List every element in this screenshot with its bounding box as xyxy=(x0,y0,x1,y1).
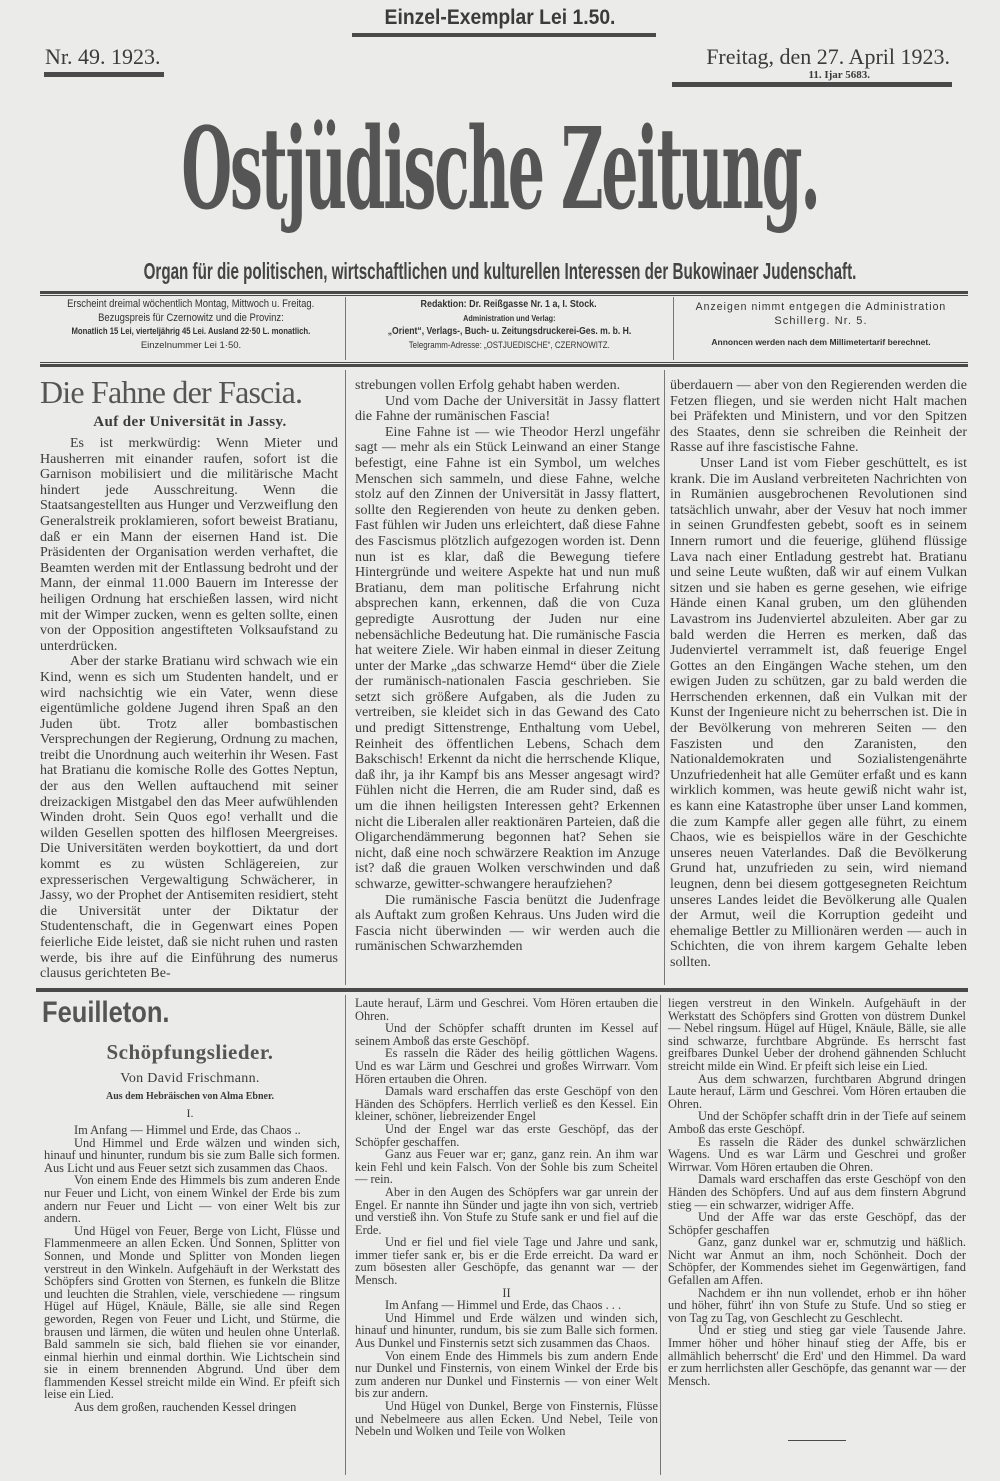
paragraph: Es rasseln die Räder des dunkel schwärzlichen Wagens. Und es war Lärm und Geschrei und großer Wirrwar. Vom Hören ertauben die Ohren. xyxy=(668,1134,966,1174)
info-line: Telegramm-Adresse: „OSTJUEDISCHE“, CZERNOWITZ. xyxy=(408,339,610,350)
date-underline xyxy=(672,82,952,87)
paragraph: Ganz, ganz dunkel war er, schmutzig und häßlich. Nicht war Anmut an ihm, noch Schönheit. Doch der Schöpfer, der Kommendes siehet im Gegenwärtigen, fand Gefallen am Affen. xyxy=(668,1235,966,1288)
paragraph: Damals ward erschaffen das erste Geschöpf von den Händen des Schöpfers. Herrlich verließ es den Kessel. Ein kleiner, schöner, liebreizender Engel xyxy=(355,1084,658,1124)
issue-date: Freitag, den 27. April 1923. xyxy=(706,44,950,69)
column-divider xyxy=(345,995,346,1475)
paragraph: Und Himmel und Erde wälzen und winden sich, hinauf und hinunter, rundum, bis sie zum Balle sich formen. Aus Dunkel und Finsternis setzt sich zusammen das Chaos. xyxy=(355,1310,658,1351)
article-column-2 xyxy=(355,378,660,982)
info-line: Einzelnummer Lei 1·50. xyxy=(140,339,242,351)
paragraph: liegen verstreut in den Winkeln. Aufgehäuft in der Werkstatt des Schöpfers sind Grotten von düstrem Dunkel — Nebel ringsum. Hügel auf Hügel, Knäule, Bälle, sie alle sind schwarze, furchtbare Abgründe. Es herrscht fast greifbares Dunkel Ueber der drohend gähnenden Schlucht streicht milde ein Wind. Er pfeift sich leise ein Lied. xyxy=(668,996,966,1073)
info-line: Administration und Verlag: xyxy=(462,312,556,323)
paragraph: Und Hügel von Feuer, Berge von Licht, Flüsse und Flammenmeere an allen Ecken. Und Sonnen, Splitter von Sonnen, und Monde und Splitter von Monden liegen verstreut in den Winkeln. Aufgehäuft in der Werkstatt des Schöpfers sind Grotten von Sternen, es funkeln die Blitze und leuchten die Strahlen, viele, verschiedene — ringsum Hügel auf Hügel, Knäule, Bälle, sie alle sind Regen geworden, Regen von Feuer und Licht, und Stürme, die brausen und lärmen, die wüten und heulen ohne Unterlaß. Bald sammeln sie sich, bald fliehen sie vor einander, einmal hierhin und einmal dorthin. Wie Lichtschein sind sie in einem brennenden Abgrund. Und über dem flammenden Kessel streicht milde ein Wind. Er pfeift sich leise ein Lied. xyxy=(44,1223,340,1402)
paragraph: Und der Schöpfer schafft drunten im Kessel auf seinem Amboß das erste Geschöpf. xyxy=(355,1021,658,1048)
paragraph: Es ist merkwürdig: Wenn Mieter und Hausherren mit einander raufen, sofort ist die Garnison mobilisiert und die militärische Macht hindert jede Ausschreitung. Wenn die Staatsangestellten aus Hunger und Verzweiflung den Generalstreik proklamieren, sofort beweist Bratianu, daß er ein Mann der eisernen Hand ist. Die Präsidenten der Organisation werden verhaftet, die Beamten werden mit der Entlassung bedroht und der Mann, der einmal 11.000 Bauern im Interesse der heiligen Ordnung hat erschießen lassen, wird nicht mit der Wimper zucken, wenn es gelten sollte, einen von der Opposition angestifteten Volksaufstand zu unterdrücken. xyxy=(40,436,338,654)
paragraph: Und Hügel von Dunkel, Berge von Finsternis, Flüsse und Nebelmeere aus allen Ecken. Und Nebel, Teile von Nebeln und Wolken und Teile von Wolken xyxy=(355,1399,658,1439)
part-one-text xyxy=(355,997,658,1287)
article-subheadline: Auf der Universität in Jassy. xyxy=(93,414,287,430)
paragraph: Ganz aus Feuer war er; ganz, ganz rein. An ihm war kein Fehl und kein Falsch. Von der Sohle bis zum Scheitel — rein. xyxy=(355,1147,658,1187)
end-rule xyxy=(788,1440,846,1441)
part-two-label: II xyxy=(502,1285,511,1300)
info-line: Erscheint dreimal wöchentlich Montag, Mittwoch u. Freitag. xyxy=(67,298,315,310)
feuilleton-column-2 xyxy=(355,997,658,1475)
info-line: Annoncen werden nach dem Millimetertarif berechnet. xyxy=(711,337,931,347)
paragraph: Aber der starke Bratianu wird schwach wie ein Kind, wenn es sich um Studenten handelt, und er wird nachsichtig wie ein Vater, wenn diese eigentümliche goldene Jugend ihren Spaß an den Juden übt. Trotz aller bombastischen Versprechungen der Regierung, Ordnung zu machen, treibt die Unordnung auch weiterhin ihr Wesen. Fast hat Bratianu die komische Rolle des Gottes Neptun, der aus den Wellen auftauchend mit seiner dreizackigen Mistgabel den das Meer aufwühlenden Winden droht. Sein Quos ego! verhallt und die wilden Gesellen spotten des hilflosen Meergreises. Die Universitäten werden boykottiert, da und dort kommt es zu wüsten Schlägereien, zur expresserischen Vergewaltigung Schwächerer, in Jassy, wo der Prophet der Antisemiten residiert, steht die Universität unter der Diktatur der Studentenschaft, die in Gegenwart eines Popen feierliche Eide leistet, daß sie nicht ruhen und rasten werde, bis ihre auf die Einführung des numerus clausus gerichteten Be- xyxy=(40,654,338,982)
paragraph: Und vom Dache der Universität in Jassy flattert die Fahne der rumänischen Fascia! xyxy=(355,393,660,425)
subscription-info xyxy=(42,298,340,360)
column-divider xyxy=(664,370,665,985)
issue-underline xyxy=(44,72,164,77)
column-divider xyxy=(345,370,346,985)
part-two-text xyxy=(355,1299,658,1438)
column-divider xyxy=(660,995,661,1475)
section-rule xyxy=(36,988,968,992)
paragraph: Und der Affe war das erste Geschöpf, das der Schöpfer geschaffen xyxy=(668,1210,966,1237)
info-line: Monatlich 15 Lei, vierteljährig 45 Lei. Ausland 22·50 L. monatlich. xyxy=(71,326,311,336)
paragraph: Aus dem großen, rauchenden Kessel dringen xyxy=(74,1400,297,1415)
info-line: Schillerg. Nr. 5. xyxy=(774,314,868,327)
paragraph: Es rasseln die Räder des heilig göttlichen Wagens. Und es war Lärm und Geschrei und großes Wirrwarr. Vom Hören ertauben die Ohren. xyxy=(355,1046,658,1086)
info-line: Bezugspreis für Czernowitz und die Provinz: xyxy=(98,311,284,324)
paragraph: Und der Engel war das erste Geschöpf, das der Schöpfer geschaffen. xyxy=(355,1121,658,1149)
paragraph: Unser Land ist vom Fieber geschüttelt, es ist krank. Die im Ausland verbreiteten Nachrichten von in Rumänien ausgebrochenen Revolutionen sind tatsächlich unwahr, aber der Vesuv hat noch immer in seinen Grundfesten gebebt, sooft es in seinem Innern rumort und die feuerige, glühend flüssige Lava nach einer Entladung gestrebt hat. Bratianu und seine Leute wußten, daß wir auf einem Vulkan sitzen und sie haben es gerne gesehen, wie eifrige Hände einen Kanal gruben, um den glühenden Lavastrom ins Judenviertel abzuleiten. Aber gar zu bald werden die Herren es merken, daß das Judenviertel verrammelt ist, daß feuerige Engel Gottes an den Eingängen Wache stehen, um den ewigen Juden zu schützen, gar zu bald werden die Herrschenden erkennen, daß ein Vulkan mit der Kunst der Ingenieure nicht zu beherrschen ist. Die in der Bevölkerung von mehreren Seiten — den Faszisten und den Zaranisten, den Nationaldemokraten und Sozialistengenährte Unzufriedenheit hat alle Gemüter erfaßt und es kann wirklich kommen, was heute gewiß nicht wahr ist, es kann eine Katastrophe über unser Land kommen, die zum Kampfe aller gegen alle führt, zu einem Chaos, wie es beispiellos wäre in der Geschichte unseres neuen Vaterlandes. Daß die Bevölkerung Grund hat, unzufrieden zu sein, wird niemand leugnen, denn bei diesem gottgesegneten Reichtum unseres Landes leidet die Bevölkerung alle Qualen der Armut, weil die Korruption gedeiht und ehemalige Bettler zu Millionären werden — auch in Schichten, die von ihrem kargem Gehalte leben sollten. xyxy=(670,455,967,970)
feuilleton-title: Schöpfungslieder. xyxy=(106,1040,274,1064)
issue-number: Nr. 49. 1923. xyxy=(45,44,161,69)
hebrew-date: 11. Ijar 5683. xyxy=(808,69,870,81)
paragraph: Von einem Ende des Himmels bis zum anderen Ende nur Feuer und Licht, von einem Winkel der Erde bis zum andern nur Feuer und Licht — von einer Welt bis zur andern. xyxy=(44,1173,340,1226)
info-bottom-rule xyxy=(40,364,968,367)
paragraph: Eine Fahne ist — wie Theodor Herzl ungefähr sagt — mehr als ein Stück Leinwand an einer Stange befestigt, eine Fahne ist ein Symbol, um welches Menschen sich sammeln, und diese Fahne, welche stolz auf den Zinnen der Universität in Jassy flattert, sollte den Regierenden von heute zu denken geben. Fast fühlen wir Juden uns erleichtert, daß diese Fahne des Fascismus plötzlich aufgezogen worden ist. Denn nun ist es klar, daß die Bewegung tiefere Hintergründe und weitere Aspekte hat und nun muß Bratianu, dem man politische Erfahrung nicht absprechen kann, erkennen, daß die von Cuza gepredigte Ausrottung der Juden nur eine nebensächliche Bedeutung hat. Die rumänische Fascia hat weitere Ziele. Wir haben einmal in dieser Zeitung unter der Marke „das schwarze Hemd“ über die Ziele der rumänisch-nationalen Fascia geschrieben. Sie setzt sich größere Aufgaben, als die Juden zu vertreiben, sie kleidet sich in das Gewand des Cato und predigt Sittenstrenge, Enthaltung vom Uebel, Reinheit des öffentlichen Lebens, Schach dem Bakschisch! Erkennt da nicht die herrschende Klique, daß ihr, ja ihr Kampf bis ans Messer angesagt wird? Fühlen nicht die Herren, die am Ruder sind, daß es um die ihnen heiligsten Interessen geht? Erkennen nicht die Liberalen aller reaktionären Parteien, daß die Oligarchendämmerung begonnen hat? Sehen sie nicht, daß eine noch schwärzere Reaktion im Anzuge ist? daß die grauen Wolken verschwinden und daß schwarze, gewitter-schwangere heraufziehen? xyxy=(355,424,660,892)
paragraph: Laute herauf, Lärm und Geschrei. Vom Hören ertauben die Ohren. xyxy=(355,996,658,1023)
article-headline: Die Fahne der Fascia. xyxy=(40,374,303,410)
paragraph: strebungen vollen Erfolg gehabt haben werden. xyxy=(355,378,621,393)
feuilleton-author: Von David Frischmann. xyxy=(120,1071,260,1086)
paragraph: Aber in den Augen des Schöpfers war gar unrein der Engel. Er nannte ihn Sünder und jagte ihn von sich, vertrieb und verstieß ihn. Von Stufe zu Stufe sank er und fiel auf die Erde. xyxy=(355,1184,658,1237)
info-line: Redaktion: Dr. Reißgasse Nr. 1 a, I. Stock. xyxy=(420,298,598,310)
paragraph: Damals ward erschaffen das erste Geschöpf von den Händen des Schöpfers. Und auf aus dem finstern Abgrund stieg — ein schwarzer, widriger Affe. xyxy=(668,1172,966,1212)
part-one-label: I. xyxy=(186,1106,194,1120)
info-bottom-rule-thin xyxy=(40,362,968,363)
masthead: Ostjüdische Zeitung. xyxy=(181,104,819,235)
info-top-rule-thin xyxy=(40,295,968,296)
editorial-info xyxy=(346,298,672,360)
article-column-3 xyxy=(670,378,967,982)
ads-info xyxy=(674,298,968,360)
paragraph: Und Himmel und Erde wälzen und winden sich, hinauf und hinunter, rundum bis sie zum Balle sich formen. Aus Licht und aus Feuer setzt sich zusammen das Chaos. xyxy=(44,1135,340,1175)
paragraph: Und er stieg und stieg gar viele Tausende Jahre. Immer höher und höher hinauf stieg der Affe, bis er allmählich beherrscht' die Erd' und den Himmel. Da ward er zum herrlichsten aller Geschöpfe, das genannt war — der Mensch. xyxy=(668,1323,966,1388)
paragraph: Nachdem er ihn nun vollendet, erhob er ihn höher und höher, führt' ihn von Stufe zu Stufe. Und so stieg er von Tag zu Tag, von Geschlecht zu Geschlecht. xyxy=(668,1285,966,1325)
masthead-subtitle: Organ für die politischen, wirtschaftlichen und kulturellen Interessen der Bukowinaer Judenschaft. xyxy=(143,258,857,284)
price-underline xyxy=(352,33,656,37)
paragraph: Und er fiel und fiel viele Tage und Jahre und sank, immer tiefer sank er, bis er die Erde erreicht. Da ward er zum bösesten aller Geschöpfe, das genannt war — der Mensch. xyxy=(355,1235,658,1288)
feuilleton-column-1 xyxy=(44,1124,340,1476)
price-line: Einzel-Exemplar Lei 1.50. xyxy=(384,6,616,29)
paragraph: Aus dem schwarzen, furchtbaren Abgrund dringen Laute herauf, Lärm und Geschrei. Vom Hören ertauben die Ohren. xyxy=(668,1071,966,1111)
info-top-rule xyxy=(40,291,968,294)
feuilleton-section-title: Feuilleton. xyxy=(42,996,170,1029)
info-line: „Orient“, Verlags-, Buch- u. Zeitungsdruckerei-Ges. m. b. H. xyxy=(387,325,631,337)
article-column-1 xyxy=(40,436,338,982)
paragraph: überdauern — aber von den Regierenden werden die Fetzen fliegen, und sie werden nicht Halt machen bei Präfekten und Ministern, und vor den Spitzen des Staates, denn sie schreiben die Reinheit der Rasse auf ihre fascistische Fahne. xyxy=(670,378,967,456)
paragraph: Im Anfang — Himmel und Erde, das Chaos .. xyxy=(74,1123,301,1137)
paragraph: Und der Schöpfer schafft drin in der Tiefe auf seinem Amboß das erste Geschöpf. xyxy=(668,1109,966,1136)
paragraph: Von einem Ende des Himmels bis zum andern Ende nur Dunkel und Finsternis, von einem Winkel der Erde bis zum anderen nur Dunkel und Finsternis — von einer Welt bis zur andern. xyxy=(355,1348,658,1401)
info-line: Anzeigen nimmt entgegen die Administration xyxy=(695,301,947,313)
feuilleton-translator: Aus dem Hebräischen von Alma Ebner. xyxy=(106,1091,274,1102)
feuilleton-column-3 xyxy=(668,997,966,1429)
paragraph: Die rumänische Fascia benützt die Judenfrage als Auftakt zum großen Kehraus. Uns Juden wird die Fascia nicht überwinden — wir werden auch die rumänischen Schwarzhemden xyxy=(355,892,660,955)
paragraph: Im Anfang — Himmel und Erde, das Chaos . . . xyxy=(385,1298,622,1313)
